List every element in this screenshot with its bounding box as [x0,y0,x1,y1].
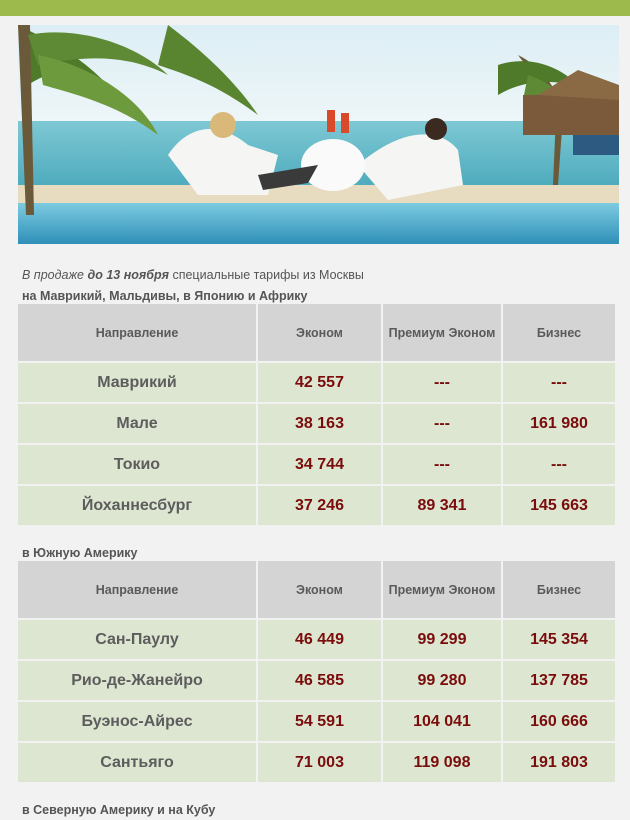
intro-text [22,268,364,282]
destination-cell: Буэнос-Айрес [18,702,256,741]
destination-cell: Йоханнесбург [18,486,256,525]
premium-economy-price: --- [383,445,501,484]
section-subtitle: на Маврикий, Мальдивы, в Японию и Африку [22,289,308,303]
premium-economy-price: 104 041 [383,702,501,741]
table-row [18,620,615,659]
intro-suffix: специальные тарифы из Москвы [168,268,364,282]
table-header-row [18,304,615,361]
economy-price: 37 246 [258,486,381,525]
sale-deadline: до 13 ноября [87,268,169,282]
business-price: 137 785 [503,661,615,700]
table-row [18,661,615,700]
col-header-destination: Направление [18,304,256,361]
business-price: --- [503,363,615,402]
premium-economy-price: 99 299 [383,620,501,659]
col-header-economy: Эконом [258,561,381,618]
fares-table-south-america [16,559,617,784]
business-price: 161 980 [503,404,615,443]
economy-price: 71 003 [258,743,381,782]
table-row [18,363,615,402]
premium-economy-price: --- [383,363,501,402]
intro-prefix: В продаже [22,268,88,282]
table-row [18,702,615,741]
table-header-row [18,561,615,618]
col-header-destination: Направление [18,561,256,618]
col-header-business: Бизнес [503,561,615,618]
destination-cell: Маврикий [18,363,256,402]
business-price: 191 803 [503,743,615,782]
premium-economy-price: 119 098 [383,743,501,782]
economy-price: 46 449 [258,620,381,659]
table-row [18,404,615,443]
col-header-premium-economy: Премиум Эконом [383,561,501,618]
table-row [18,486,615,525]
top-accent-bar [0,0,630,16]
business-price: 160 666 [503,702,615,741]
premium-economy-price: --- [383,404,501,443]
hero-beach-image [18,25,619,244]
economy-price: 38 163 [258,404,381,443]
destination-cell: Токио [18,445,256,484]
destination-cell: Сантьяго [18,743,256,782]
section-subtitle: в Северную Америку и на Кубу [22,803,216,817]
premium-economy-price: 99 280 [383,661,501,700]
destination-cell: Рио-де-Жанейро [18,661,256,700]
destination-cell: Сан-Паулу [18,620,256,659]
business-price: --- [503,445,615,484]
economy-price: 54 591 [258,702,381,741]
destination-cell: Мале [18,404,256,443]
economy-price: 42 557 [258,363,381,402]
col-header-economy: Эконом [258,304,381,361]
economy-price: 34 744 [258,445,381,484]
section-subtitle: в Южную Америку [22,546,138,560]
col-header-premium-economy: Премиум Эконом [383,304,501,361]
business-price: 145 354 [503,620,615,659]
premium-economy-price: 89 341 [383,486,501,525]
business-price: 145 663 [503,486,615,525]
economy-price: 46 585 [258,661,381,700]
col-header-business: Бизнес [503,304,615,361]
fares-table-africa-asia [16,302,617,527]
table-row [18,445,615,484]
table-row [18,743,615,782]
